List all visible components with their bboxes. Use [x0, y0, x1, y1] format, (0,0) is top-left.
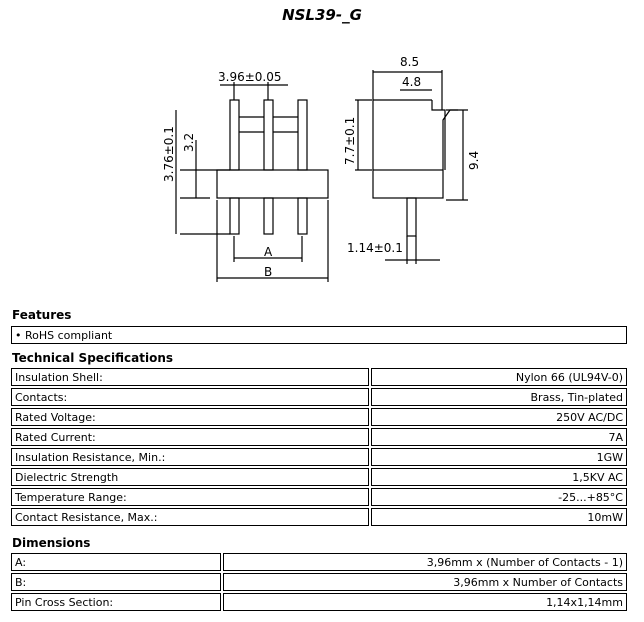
features-heading: Features	[12, 308, 72, 322]
side-housing	[373, 170, 443, 198]
spec-value: 1,5KV AC	[371, 468, 627, 486]
front-pin-1-lower	[230, 198, 239, 234]
spec-label: Rated Voltage:	[11, 408, 369, 426]
table-row	[11, 508, 627, 526]
page-title: NSL39-_G	[282, 6, 362, 24]
table-row	[11, 488, 627, 506]
table-row	[11, 408, 627, 426]
dimensions-table	[9, 551, 629, 613]
table-row	[11, 448, 627, 466]
front-pin-1-upper	[230, 100, 239, 170]
spec-value: 7A	[371, 428, 627, 446]
spec-label: Contact Resistance, Max.:	[11, 508, 369, 526]
technical-drawing	[0, 0, 644, 300]
features-table	[9, 324, 629, 346]
table-row	[11, 368, 627, 386]
front-pin-2-upper	[264, 100, 273, 170]
spec-value: Brass, Tin-plated	[371, 388, 627, 406]
spec-label: Insulation Shell:	[11, 368, 369, 386]
spec-label: Insulation Resistance, Min.:	[11, 448, 369, 466]
front-pin-3-lower	[298, 198, 307, 234]
table-row	[11, 388, 627, 406]
spec-label: Rated Current:	[11, 428, 369, 446]
spec-label: Temperature Range:	[11, 488, 369, 506]
spec-value: -25...+85°C	[371, 488, 627, 506]
table-row	[11, 326, 627, 344]
front-pin-2-lower	[264, 198, 273, 234]
dim-pin-label: 1.14±0.1	[347, 241, 403, 255]
dimension-label: B:	[11, 573, 221, 591]
spec-value: 10mW	[371, 508, 627, 526]
dim-offset-label: 4.8	[402, 75, 422, 89]
label-a: A	[264, 245, 273, 259]
front-housing	[217, 170, 328, 198]
spec-value: Nylon 66 (UL94V-0)	[371, 368, 627, 386]
front-pin-3-upper	[298, 100, 307, 170]
spec-label: Dielectric Strength	[11, 468, 369, 486]
dimension-value: 1,14x1,14mm	[223, 593, 627, 611]
feature-item: • RoHS compliant	[11, 326, 627, 344]
dimension-label: A:	[11, 553, 221, 571]
table-row	[11, 428, 627, 446]
specs-heading: Technical Specifications	[12, 351, 174, 365]
dimensions-heading: Dimensions	[12, 536, 91, 550]
table-row	[11, 593, 627, 611]
specs-table	[9, 366, 629, 528]
dimension-value: 3,96mm x (Number of Contacts - 1)	[223, 553, 627, 571]
dimension-value: 3,96mm x Number of Contacts	[223, 573, 627, 591]
spec-value: 250V AC/DC	[371, 408, 627, 426]
side-pin	[407, 198, 416, 236]
table-row	[11, 573, 627, 591]
label-b: B	[264, 265, 273, 279]
dimension-label: Pin Cross Section:	[11, 593, 221, 611]
dim-pitch-label: 3.96±0.05	[218, 70, 282, 84]
table-row	[11, 468, 627, 486]
dim-width-label: 8.5	[400, 55, 420, 69]
spec-label: Contacts:	[11, 388, 369, 406]
dim-height-right: 7.7±0.1	[343, 116, 357, 165]
spec-value: 1GW	[371, 448, 627, 466]
dim-total-height: 9.4	[467, 150, 481, 170]
dim-height-left: 3.76±0.1	[162, 126, 176, 182]
table-row	[11, 553, 627, 571]
dim-height-inner: 3.2	[182, 132, 196, 152]
